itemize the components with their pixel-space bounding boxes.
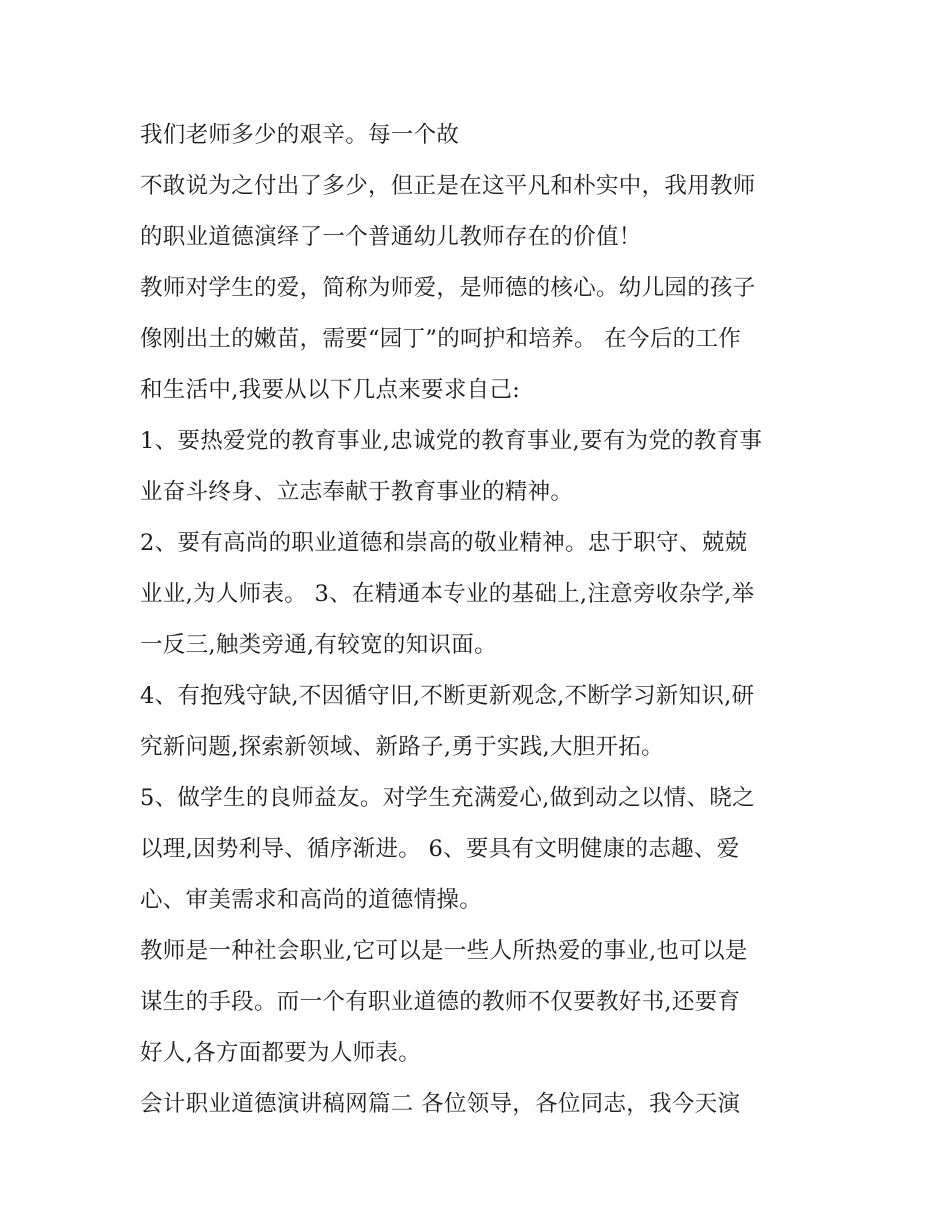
text-line: 5、做学生的良师益友。对学生充满爱心,做到动之以情、晓之 — [140, 785, 755, 811]
text-line: 不敢说为之付出了多少，但正是在这平凡和朴实中，我用教师 — [140, 173, 756, 199]
text-line: 1、要热爱党的教育事业,忠诚党的教育事业,要有为党的教育事 — [140, 428, 763, 454]
text-line: 教师是一种社会职业,它可以是一些人所热爱的事业,也可以是 — [140, 938, 748, 964]
text-line: 业业,为人师表。 3、在精通本专业的基础上,注意旁收杂学,举 — [140, 581, 755, 607]
text-line: 究新问题,探索新领域、新路子,勇于实践,大胆开拓。 — [140, 734, 664, 760]
text-line: 教师对学生的爱，简称为师爱，是师德的核心。幼儿园的孩子 — [140, 275, 756, 301]
text-line: 一反三,触类旁通,有较宽的知识面。 — [140, 632, 497, 658]
text-line: 心、审美需求和高尚的道德情操。 — [140, 887, 483, 913]
text-line: 和生活中,我要从以下几点来要求自己: — [140, 377, 521, 403]
text-line: 会计职业道德演讲稿网篇二 各位领导，各位同志，我今天演 — [140, 1091, 741, 1117]
text-line: 业奋斗终身、立志奉献于教育事业的精神。 — [140, 479, 574, 505]
text-line: 谋生的手段。而一个有职业道德的教师不仅要教好书,还要育 — [140, 989, 741, 1015]
text-line: 2、要有高尚的职业道德和崇高的敬业精神。忠于职守、兢兢 — [140, 530, 748, 556]
document-body — [140, 110, 820, 1130]
text-line: 我们老师多少的艰辛。每一个故 — [140, 122, 460, 148]
text-line: 好人,各方面都要为人师表。 — [140, 1040, 422, 1066]
text-line: 以理,因势利导、循序渐进。 6、要具有文明健康的志趣、爱 — [140, 836, 740, 862]
text-line: 4、有抱残守缺,不因循守旧,不断更新观念,不断学习新知识,研 — [140, 683, 755, 709]
text-line: 的职业道德演绎了一个普通幼儿教师存在的价值！ — [140, 224, 642, 250]
text-line: 像刚出土的嫩苗，需要“园丁”的呵护和培养。 在今后的工作 — [140, 326, 742, 352]
